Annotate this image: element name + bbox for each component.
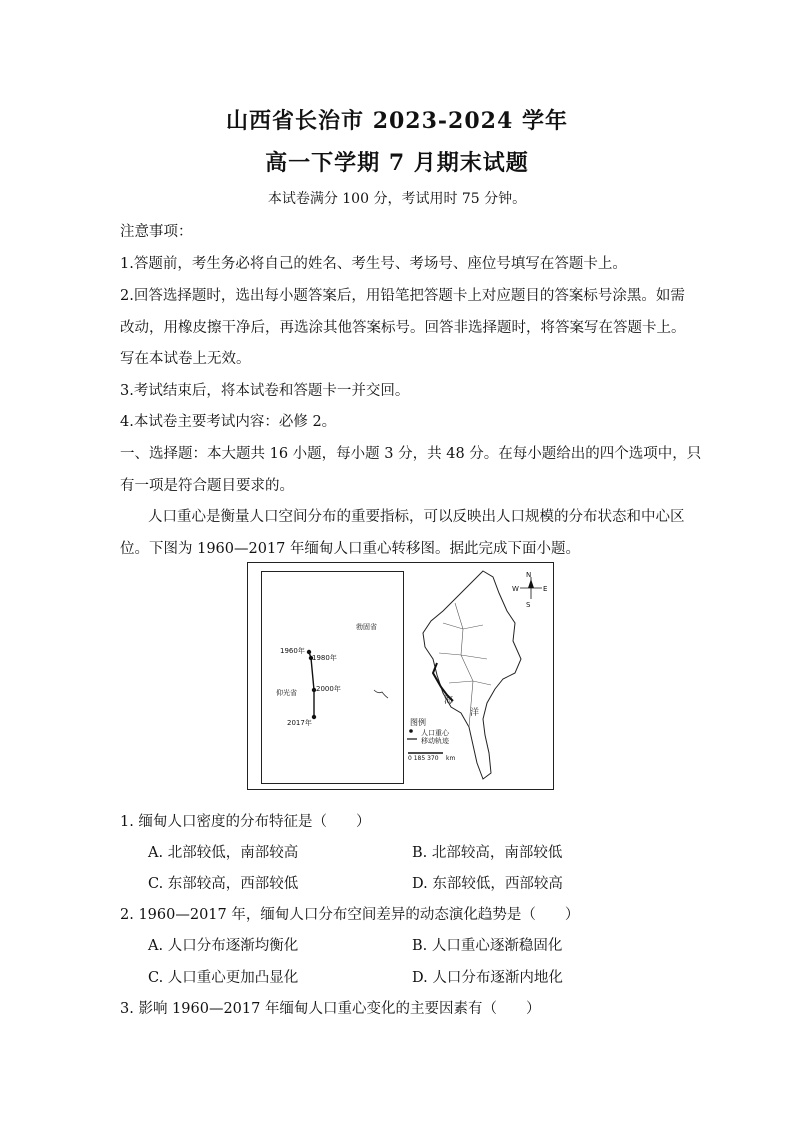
passage-line2: 位。下图为 1960—2017 年缅甸人口重心转移图。据此完成下面小题。: [120, 541, 581, 557]
compass-south: S: [526, 601, 531, 609]
centroid-dot-2017: [312, 715, 316, 719]
question-1-stem: 1. 缅甸人口密度的分布特征是（ ）: [120, 814, 371, 830]
inset-track-svg: [262, 572, 405, 785]
centroid-dot-1960: [307, 650, 311, 654]
question-1-option-a: A. 北部较低，南部较高: [148, 845, 299, 861]
label-1960: 1960年: [280, 647, 305, 655]
compass-east: E: [543, 585, 548, 593]
question-2-option-a: A. 人口分布逐渐均衡化: [148, 938, 299, 954]
note-item-1: 1.答题前，考生务必将自己的姓名、考生号、考场号、座位号填写在答题卡上。: [120, 256, 627, 272]
myanmar-country-shape: [423, 571, 521, 779]
label-yangon-province: 仰光省: [276, 689, 297, 697]
question-2-option-b: B. 人口重心逐渐稳固化: [412, 938, 563, 954]
question-3-stem: 3. 影响 1960—2017 年缅甸人口重心变化的主要因素有（ ）: [120, 1001, 541, 1017]
myanmar-population-centroid-map: [247, 562, 554, 790]
map-inset: [261, 571, 404, 784]
section-heading-line2: 有一项是符合题目要求的。: [120, 478, 294, 494]
legend-scale: 0 185 370: [408, 755, 439, 762]
question-1-option-d: D. 东部较低，西部较高: [412, 876, 563, 892]
question-2-option-c: C. 人口重心更加凸显化: [148, 970, 299, 986]
label-1980: 1980年: [312, 654, 337, 662]
label-2000: 2000年: [316, 685, 341, 693]
section-heading-line1: 一、选择题：本大题共 16 小题，每小题 3 分，共 48 分。在每小题给出的四个选项中，只: [120, 446, 702, 462]
exam-title-line2: 高一下学期 7 月期末试题: [265, 150, 529, 176]
sea-label-2: 洋: [470, 708, 480, 718]
sea-label-1: 海: [444, 696, 454, 706]
legend-item-track: 移动轨迹: [421, 737, 449, 745]
compass-west: W: [512, 585, 519, 593]
exam-title-line1: 山西省长治市 2023-2024 学年: [226, 108, 568, 134]
question-2-option-d: D. 人口分布逐渐内地化: [412, 970, 563, 986]
admin-boundaries: [439, 603, 491, 727]
legend-scale-unit: km: [446, 755, 456, 762]
legend-title: 图例: [410, 718, 426, 727]
question-1-option-c: C. 东部较高，西部较低: [148, 876, 299, 892]
note-item-2-line1: 2.回答选择题时，选出每小题答案后，用铅笔把答题卡上对应题目的答案标号涂黑。如需: [120, 288, 685, 304]
question-1-option-b: B. 北部较高，南部较低: [412, 845, 563, 861]
compass: [520, 577, 542, 599]
compass-north: N: [526, 571, 532, 579]
passage-line1: 人口重心是衡量人口空间分布的重要指标，可以反映出人口规模的分布状态和中心区: [148, 509, 685, 525]
question-2-stem: 2. 1960—2017 年，缅甸人口分布空间差异的动态演化趋势是（ ）: [120, 907, 580, 923]
river-fragment: [374, 690, 388, 698]
note-item-2-line3: 写在本试卷上无效。: [120, 351, 251, 367]
label-2017: 2017年: [287, 719, 312, 727]
note-item-4: 4.本试卷主要考试内容：必修 2。: [120, 414, 337, 430]
note-item-3: 3.考试结束后，将本试卷和答题卡一并交回。: [120, 383, 410, 399]
notes-heading: 注意事项：: [120, 224, 193, 240]
legend-item-centroid: 人口重心: [421, 729, 449, 737]
label-bago-province: 勃固省: [356, 623, 377, 631]
exam-subtitle: 本试卷满分 100 分，考试用时 75 分钟。: [267, 191, 527, 207]
note-item-2-line2: 改动，用橡皮擦干净后，再选涂其他答案标号。回答非选择题时，将答案写在答题卡上。: [120, 320, 686, 336]
